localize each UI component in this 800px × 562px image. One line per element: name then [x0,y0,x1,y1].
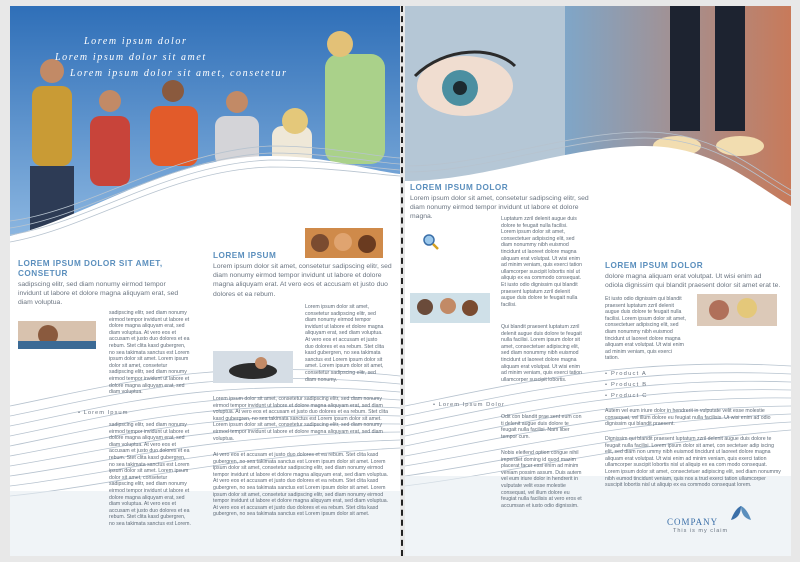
left-page [10,6,400,556]
right-col1d-text: Nobis eleifend option congue nihil imperdiet doming id quod mazim placerat facer essi enim ad minim veniam possim assum. Duis autem vel eum iriure dolor in hendrerit in vulputate velit esse molestie consequat, vel illum dolore eu feugiat nulla facilisis at vero eros et accumsan et iusto odio dignissim. [501,450,582,509]
left-thumb-2 [305,228,383,258]
right-thumb-1 [410,293,490,323]
product-b: • Product B [605,382,648,388]
page-fold [401,6,403,556]
right-lead-1: Lorem ipsum dolor sit amet, consetetur sadipscing elitr, sed diam nonumy eirmod tempor invidunt ut labore et dolore magna. [410,195,589,221]
left-thumb-3 [213,351,293,383]
right-heading-2: LOREM IPSUM DOLOR [605,261,704,270]
right-col2b-text: Autem vel eum iriure dolor in hendrerit in vulputate velit esse molestie consequat, vel illum dolore eu feugiat nulla facilisis. Ut wisi enim ad odio dignissim qui blandit praesent. [605,408,771,428]
right-lead-2: dolore magna aliquam erat volutpat. Ut wisi enim ad odiola dignissim qui blandit praesent dolor sit amet erat te. [605,273,781,290]
left-sublabel: • Lorem Ipsum [78,410,129,416]
company-slogan: This is my claim [673,528,729,534]
company-logo-icon [729,504,753,524]
product-a: • Product A [605,371,647,377]
company-name: COMPANY [667,517,719,527]
right-thumb-2 [697,294,777,326]
left-col1-text: sadipscing elitr, sed diam nonumy eirmod tempor invidunt ut labore et dolore magna aliquyam erat, sed diam voluptua. At vero eos et accusam et justo duo dolores et ea rebum. Stet clita kasd gubergren, no sea takimata sanctus est Lorem ipsum dolor sit amet. Lorem ipsum dolor sit amet, consetetur sadipscing elitr, sed diam nonumy eirmod tempor invidunt ut labore et dolore magna aliquyam erat, sed diam voluptua. [109,310,190,396]
right-col2c-text: Dignissim qui blandit praesent luptatum zzril delenit augue duis dolore te feugait nulla facilisi. Lorem ipsum dolor sit amet, con sectetuer adip iscing elit, sed diam non ummy nibh euismod tincidunt ut laoreet dolore magna aliquam erat volutpat. Ut wisi enim ad minim veniam, quis exerci tation ullamcorper suscipit lobortis nisl ut aliquip ex ea com modo consequat. Lorem ipsum dolor sit amet, consectetuer adipiscing elit, sed diam nonummy nibh eumod tincidunt veniam, quis nos a trud exerci tation ullamcorper suscipit lobortis nisl ut aliquip ex ea commodo consequat lorem. [605,436,781,489]
right-heading-1: LOREM IPSUM DOLOR [410,183,509,192]
left-lead-2: Lorem ipsum dolor sit amet, consetetur sadipscing elitr, sed diam nonumy eirmod tempor invidunt ut labore et dolore magna aliquyam erat. At vero eos et accusam et justo duo dolores et ea rebum. [213,263,392,298]
left-lead-1: sadipscing elitr, sed diam nonumy eirmod tempor invidunt ut labore et dolore magna aliquyam erat, sed diam voluptua. [18,281,179,307]
left-col2c-text: At vero eos et accusam et justo duo dolores et ea rebum. Stet clita kasd gubergren, no sea takimata sanctus est Lorem ipsum dolor sit amet. Lorem ipsum dolor sit amet, consetetur sadipscing elitr, sed diam nonumy eirmod tempor invidunt ut labore et dolore magna aliquyam erat, sed diam voluptua. At vero eos et accusam et justo duo dolores et ea rebum. Stet clita kasd gubergren, no sea takimata sanctus est Lorem ipsum dolor sit amet. Lorem ipsum dolor sit amet, consetetur sadipscing elitr, sed diam nonumy eirmod tempor invidunt ut labore et dolore magna aliquyam erat, sed diam voluptua. At vero eos et accusam et justo duo dolores et ea rebum. Stet clita kasd gubergren, no sea takimata sanctus est Lorem ipsum dolor sit amet. [213,452,389,518]
product-c: • Product C [605,393,648,399]
right-page [405,6,791,556]
tagline-2: Lorem ipsum dolor sit amet [55,52,207,63]
left-col2b-text: Lorem ipsum dolor sit amet, consetetur sadipscing elitr, sed diam nonumy eirmod tempor invidunt ut labore et dolore magna aliquyam erat, sed diam voluptua. At vero eos et accusam et justo duo dolores et ea rebum. Stet clita kasd gubergren, no sea takimata sanctus est Lorem ipsum dolor sit amet. Lorem ipsum dolor sit amet, consetetur sadipscing elitr, sed diam nonumy eirmod tempor invidunt ut labore et dolore magna aliquyam erat, sed diam voluptua. [213,396,389,442]
left-heading-2: LOREM IPSUM [213,251,277,260]
right-col1b-text: Qui blandit praesent luptatum zzril delenit augue duis dolore te feugait nulla facilisi. Lorem ipsum dolor sit amet, consectetuer adipiscing elit, sed diam nonummy nibh euismod tincidunt ut laoreet dolore magna aliquam erat volutpat. Ut wisi enim ad minim veniam, quis exerci tation ullamcorper suscipit lobortis. [501,324,583,383]
right-sublabel: • Lorem Ipsum Dolor [433,402,505,408]
right-col1c-text: Odit con blandit prae sent eum con ti delenit augue duis dolore te feugait nulla facilisi. Nam liber tempor cum. [501,414,582,440]
left-thumb-1 [18,321,96,349]
tagline-3: Lorem ipsum dolor sit amet, consetetur [70,68,288,79]
magnifier-icon [423,234,439,250]
right-col1-text: Luptatum zzril delenit augue duis dolore te feugait nulla facilisi. Lorem ipsum dolor sit amet, consectetuer adipiscing elit, sed diam nonummy nibh euismod tincidunt ut laoreet dolore magna aliquam erat volutpat. Ut wisi enim ad minim veniam, quis exerci tation ullamcorper suscipit lobortis nisl ut aliquip ex ea commodo consequat. Et iusto odio dignissim qui blandit praesent luptatum zzril delenit augue duis dolore te feugait nulla facilisi. [501,216,583,308]
tagline-1: Lorem ipsum dolor [84,36,188,47]
right-col2-text: Et iusto odio dignissim qui blandit praesent luptatum zzril delenit augue duis dolore te feugait nulla facilisi. Lorem ipsum dolor sit amet, consectetuer adipiscing elit, sed diam nonummy nibh euismod tincidunt ut laoreet dolore magna aliquam erat volutpat. Ut wisi enim ad minim veniam, quis exerci tation. [605,296,687,362]
left-col2-text: Lorem ipsum dolor sit amet, consetetur sadipscing elitr, sed diam nonumy eirmod tempor invidunt ut labore et dolore magna aliquyam erat, sed diam voluptua. At vero eos et accusam et justo duo dolores et ea rebum. Stet clita kasd gubergren, no sea takimata sanctus est Lorem ipsum dolor sit amet. Lorem ipsum dolor sit amet, consetetur sadipscing elitr, sed diam nonumy. [305,304,385,383]
left-col1b-text: sadipscing elitr, sed diam nonumy eirmod tempor invidunt ut labore et dolore magna aliquyam erat, sed diam voluptua. At vero eos et accusam et justo duo dolores et ea rebum. Stet clita kasd gubergren, no sea takimata sanctus est Lorem ipsum dolor sit amet. Lorem ipsum dolor sit amet, consetetur sadipscing elitr, sed diam nonumy eirmod tempor invidunt ut labore et dolore magna aliquyam erat, sed diam voluptua. At vero eos et accusam et justo duo dolores et ea rebum. Stet clita kasd gubergren, no sea takimata sanctus est Lorem. [109,422,191,527]
left-heading-1: LOREM IPSUM DOLOR SIT AMET, CONSETUR [18,259,163,278]
